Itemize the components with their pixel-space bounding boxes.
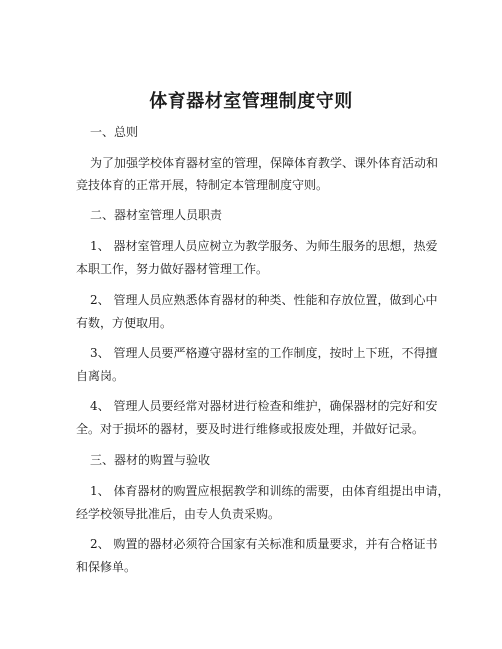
- list-item-line: 自离岗。: [76, 369, 125, 383]
- section-heading-general: 一、总则: [90, 125, 139, 139]
- list-item-line: 经学校领导批准后，由专人负责采购。: [76, 507, 281, 521]
- paragraph-line: 竞技体育的正常开展，特制定本管理制度守则。: [76, 178, 329, 192]
- list-item-line: 全。对于损坏的器材，要及时进行维修或报废处理，并做好记录。: [76, 422, 425, 436]
- list-item-line: 本职工作，努力做好器材管理工作。: [76, 262, 269, 276]
- section-heading-duties: 二、器材室管理人员职责: [90, 208, 223, 222]
- list-item-line: 3、 管理人员要严格遵守器材室的工作制度，按时上下班，不得擅: [90, 346, 438, 360]
- list-item-line: 1、 器材室管理人员应树立为教学服务、为师生服务的思想，热爱: [90, 239, 438, 253]
- list-item-line: 1、 体育器材的购置应根据教学和训练的需要，由体育组提出申请，: [90, 484, 450, 498]
- list-item-line: 和保修单。: [76, 560, 137, 574]
- section-heading-purchase: 三、器材的购置与验收: [90, 453, 211, 467]
- document-title: 体育器材室管理制度守则: [149, 91, 353, 112]
- list-item-line: 有数，方便取用。: [76, 316, 173, 330]
- list-item-line: 4、 管理人员要经常对器材进行检查和维护，确保器材的完好和安: [90, 399, 438, 413]
- paragraph-line: 为了加强学校体育器材室的管理，保障体育教学、课外体育活动和: [90, 156, 439, 170]
- list-item-line: 2、 管理人员应熟悉体育器材的种类、性能和存放位置，做到心中: [90, 293, 438, 307]
- list-item-line: 2、 购置的器材必须符合国家有关标准和质量要求，并有合格证书: [90, 537, 438, 551]
